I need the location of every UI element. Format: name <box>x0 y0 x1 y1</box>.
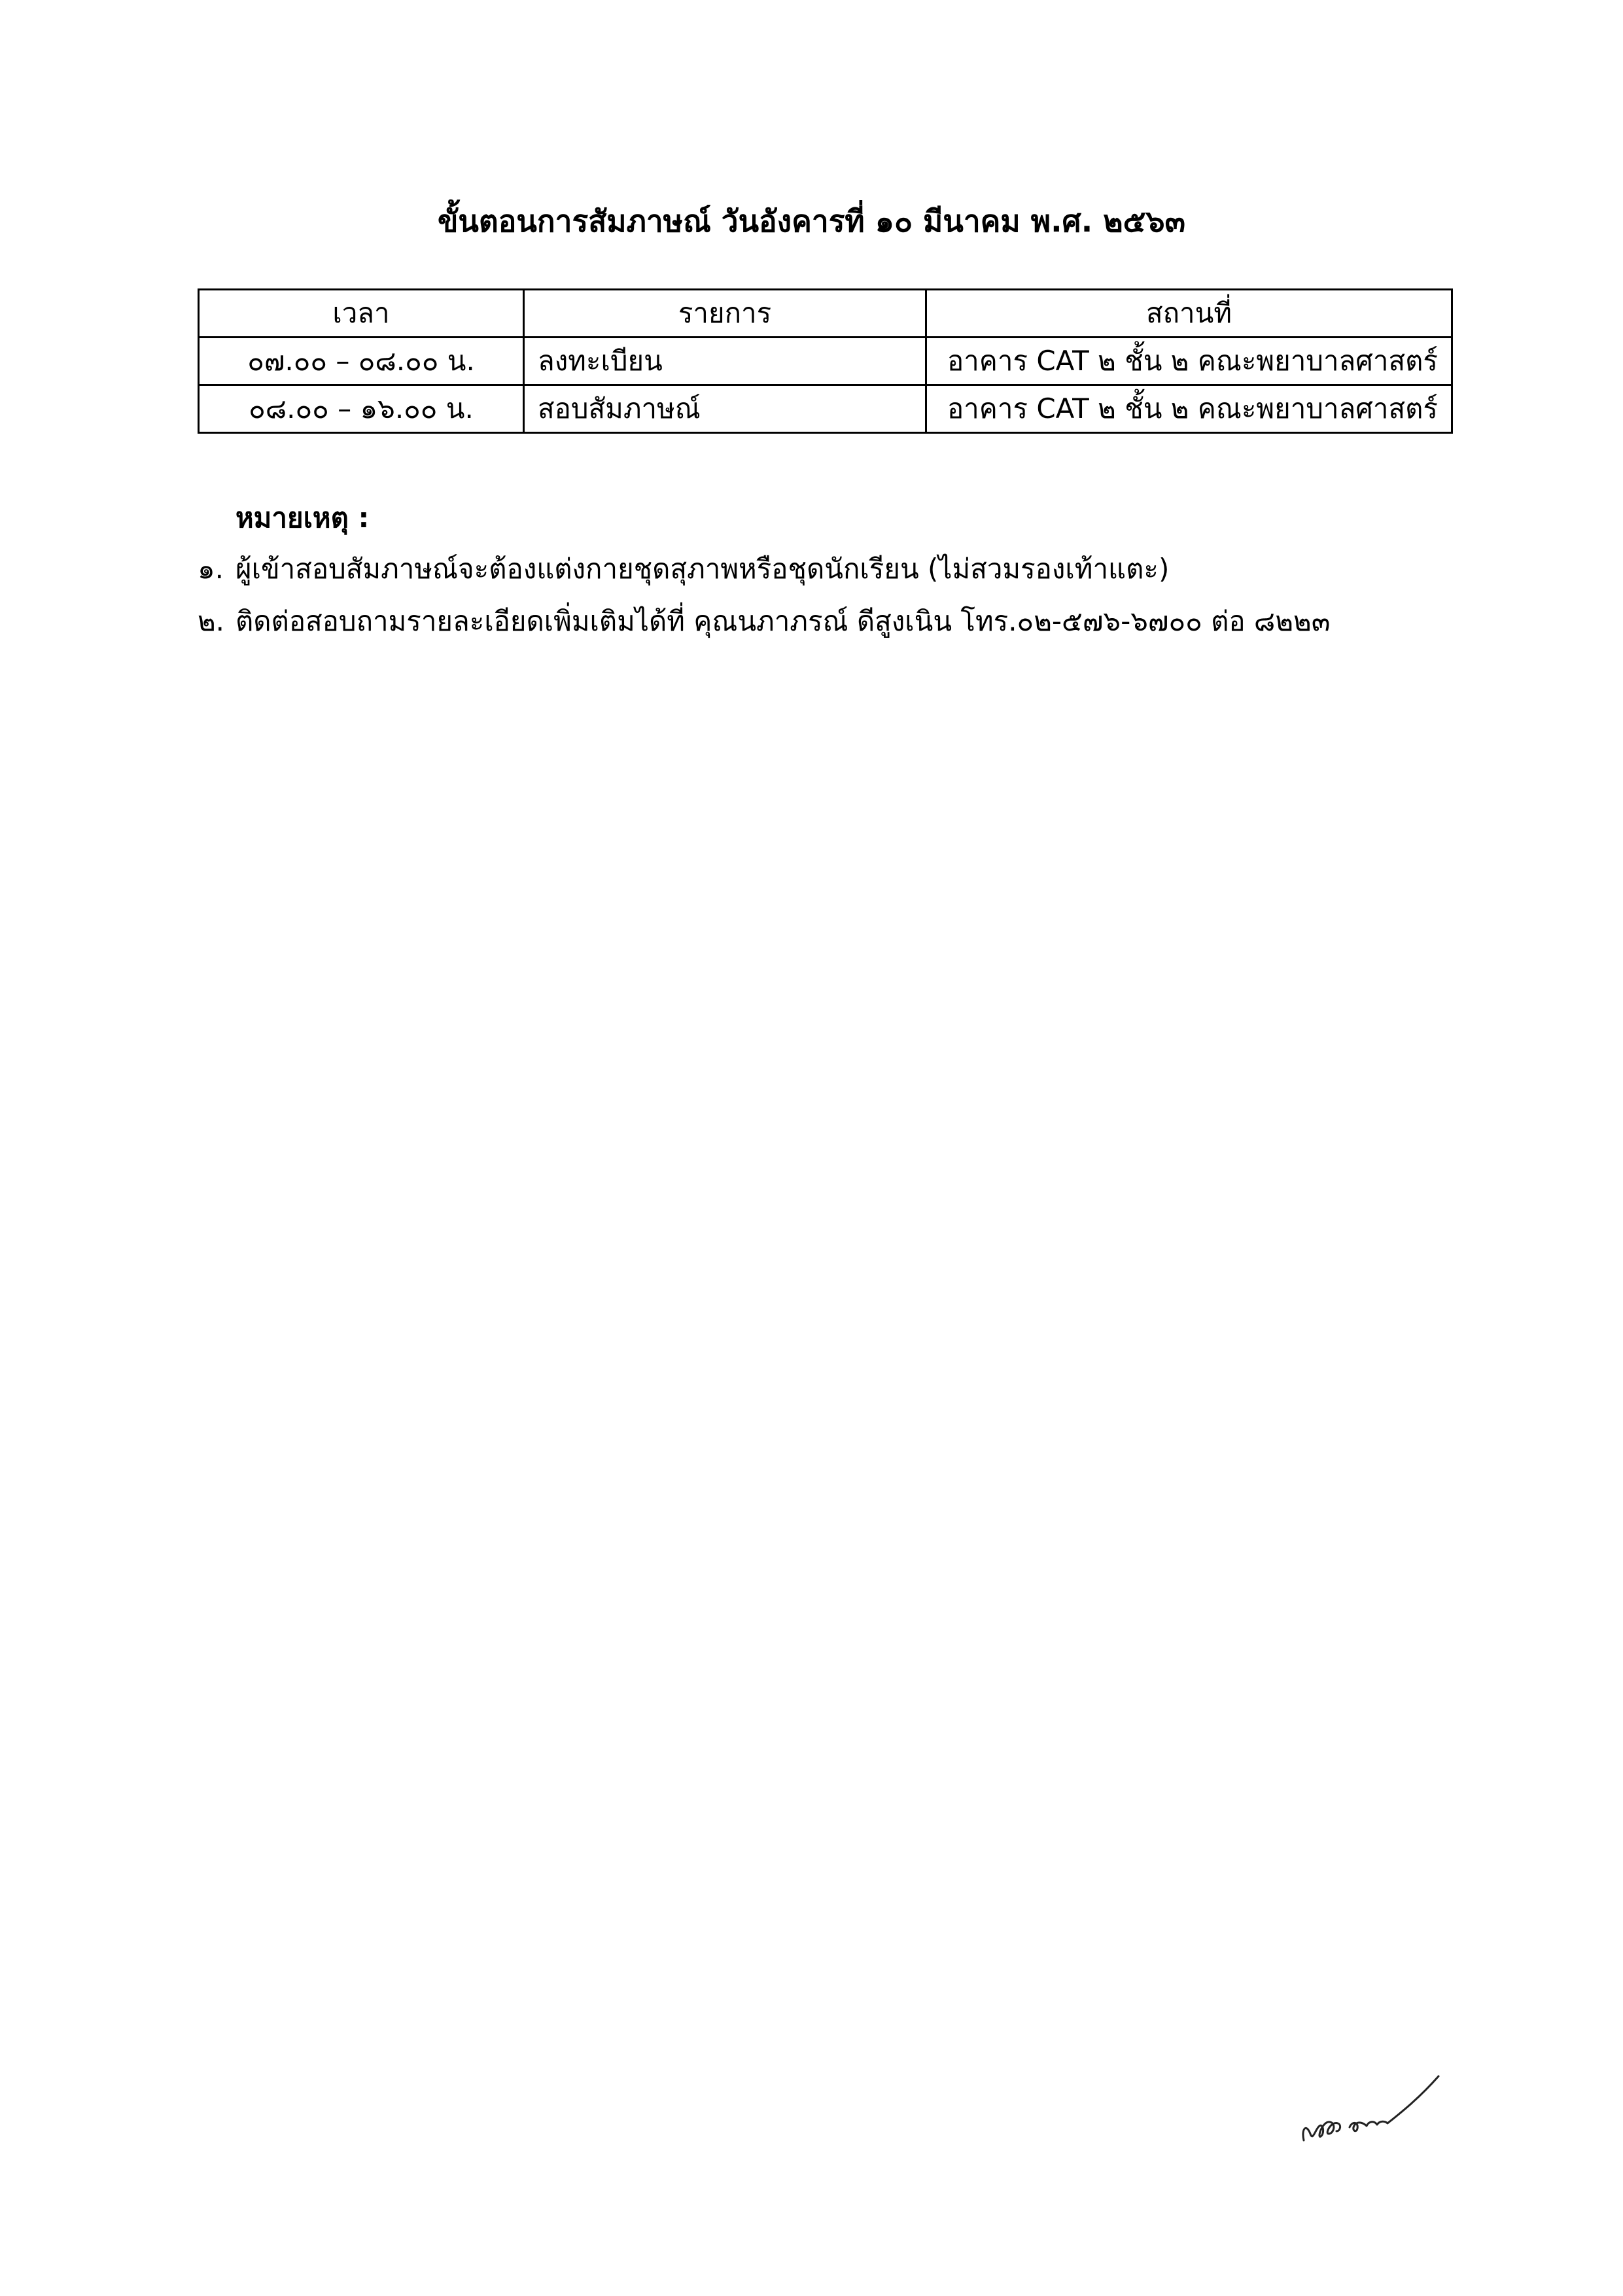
cell-place: อาคาร CAT ๒ ชั้น ๒ คณะพยาบาลศาสตร์ <box>926 338 1452 385</box>
note-text: ผู้เข้าสอบสัมภาษณ์จะต้องแต่งกายชุดสุภาพหรือชุดนักเรียน (ไม่สวมรองเท้าแตะ) <box>236 553 1170 585</box>
cell-time: ๐๗.๐๐ – ๐๘.๐๐ น. <box>199 338 524 385</box>
schedule-table <box>198 288 1453 434</box>
cell-item: สอบสัมภาษณ์ <box>524 385 926 433</box>
cell-item: ลงทะเบียน <box>524 338 926 385</box>
signature-icon <box>1299 2061 1442 2152</box>
cell-time: ๐๘.๐๐ – ๑๖.๐๐ น. <box>199 385 524 433</box>
table-row <box>199 385 1452 433</box>
page-title: ขั้นตอนการสัมภาษณ์ วันอังคารที่ ๑๐ มีนาคม พ.ศ. ๒๕๖๓ <box>437 203 1186 239</box>
note-text: ติดต่อสอบถามรายละเอียดเพิ่มเติมได้ที่ คุณนภาภรณ์ ดีสูงเนิน โทร.๐๒-๕๗๖-๖๗๐๐ ต่อ ๘๒๒๓ <box>236 605 1331 637</box>
notes-heading: หมายเหตุ : <box>236 502 370 534</box>
table-row <box>199 338 1452 385</box>
note-item <box>198 595 1330 648</box>
table-header-row <box>199 290 1452 338</box>
note-item <box>198 543 1169 595</box>
cell-place: อาคาร CAT ๒ ชั้น ๒ คณะพยาบาลศาสตร์ <box>926 385 1452 433</box>
header-place: สถานที่ <box>926 290 1452 338</box>
note-number: ๑. <box>198 553 224 585</box>
header-item: รายการ <box>524 290 926 338</box>
note-number: ๒. <box>198 605 225 637</box>
header-time: เวลา <box>199 290 524 338</box>
